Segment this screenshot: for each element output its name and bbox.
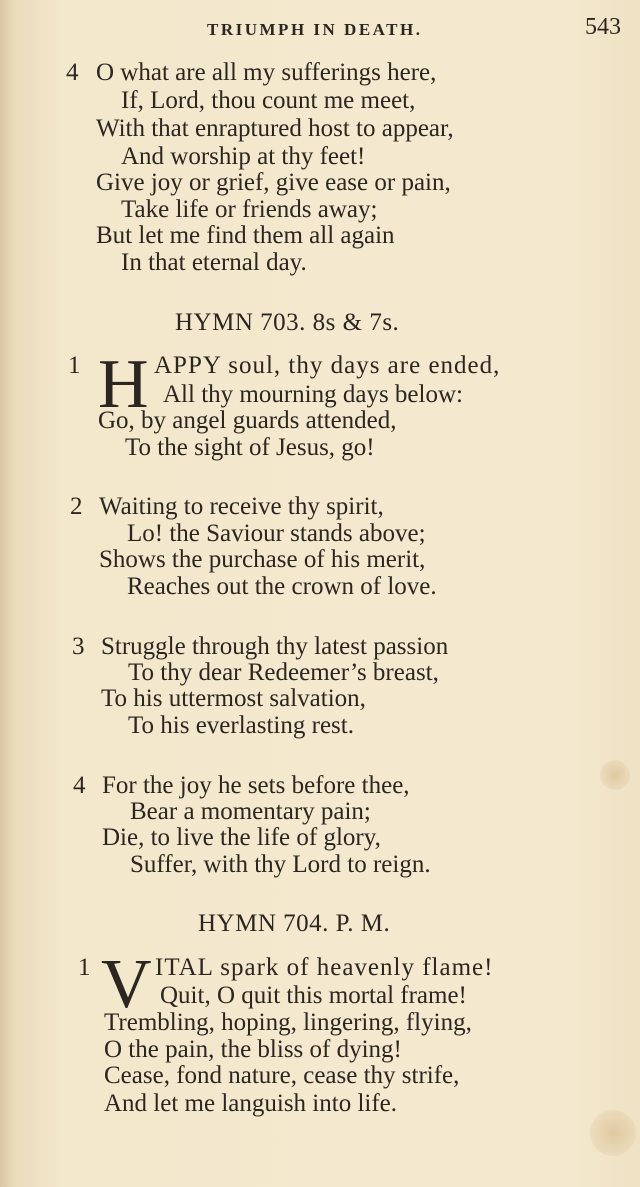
verse-line: Quit, O quit this mortal frame! xyxy=(160,982,467,1009)
verse-line: Trembling, hoping, lingering, flying, xyxy=(104,1009,472,1036)
stanza-number: 1 xyxy=(68,352,81,379)
page-number: 543 xyxy=(585,14,621,40)
verse-line: Struggle through thy latest passion xyxy=(101,633,449,660)
running-head xyxy=(0,14,640,44)
verse-line: With that enraptured host to appear, xyxy=(96,115,454,142)
running-title: TRIUMPH IN DEATH. xyxy=(207,20,423,39)
paper-stain xyxy=(590,1110,636,1156)
verse-line: APPY soul, thy days are ended, xyxy=(154,352,501,379)
verse-line: Shows the purchase of his merit, xyxy=(99,546,426,573)
verse-line: Go, by angel guards attended, xyxy=(98,407,397,434)
verse-line: Reaches out the crown of love. xyxy=(127,573,437,600)
verse-line: O the pain, the bliss of dying! xyxy=(104,1036,402,1063)
verse-line: To his everlasting rest. xyxy=(128,712,354,739)
verse-line: Lo! the Saviour stands above; xyxy=(127,520,426,547)
verse-line: Bear a momentary pain; xyxy=(130,798,371,825)
verse-line: To his uttermost salvation, xyxy=(101,685,366,712)
verse-line: Waiting to receive thy spirit, xyxy=(99,493,384,520)
verse-line: ITAL spark of heavenly flame! xyxy=(155,954,494,981)
verse-line: In that eternal day. xyxy=(121,249,307,276)
drop-cap: V xyxy=(101,946,152,1023)
verse-line: But let me find them all again xyxy=(96,222,395,249)
stanza-number: 4 xyxy=(73,772,86,799)
verse-line: Die, to live the life of glory, xyxy=(102,824,381,851)
stanza-number: 1 xyxy=(78,954,91,981)
hymn-heading: HYMN 703. 8s & 7s. xyxy=(175,309,400,336)
stanza-number: 4 xyxy=(66,59,79,86)
verse-line: And let me languish into life. xyxy=(104,1090,398,1117)
verse-line: For the joy he sets before thee, xyxy=(102,772,410,799)
stanza-number: 2 xyxy=(70,493,83,520)
verse-line: Cease, fond nature, cease thy strife, xyxy=(104,1062,460,1089)
paper-stain xyxy=(600,760,630,790)
verse-line: Take life or friends away; xyxy=(121,196,378,223)
verse-line: To thy dear Redeemer’s breast, xyxy=(128,659,439,686)
verse-line: To the sight of Jesus, go! xyxy=(125,434,375,461)
verse-line: If, Lord, thou count me meet, xyxy=(121,87,416,114)
verse-line: And worship at thy feet! xyxy=(121,143,366,170)
verse-line: O what are all my sufferings here, xyxy=(96,59,437,86)
stanza-number: 3 xyxy=(72,633,85,660)
verse-line: All thy mourning days below: xyxy=(163,381,463,408)
drop-cap: H xyxy=(98,346,149,423)
hymn-heading: HYMN 704. P. M. xyxy=(198,910,391,937)
verse-line: Give joy or grief, give ease or pain, xyxy=(96,169,451,196)
verse-line: Suffer, with thy Lord to reign. xyxy=(130,851,431,878)
